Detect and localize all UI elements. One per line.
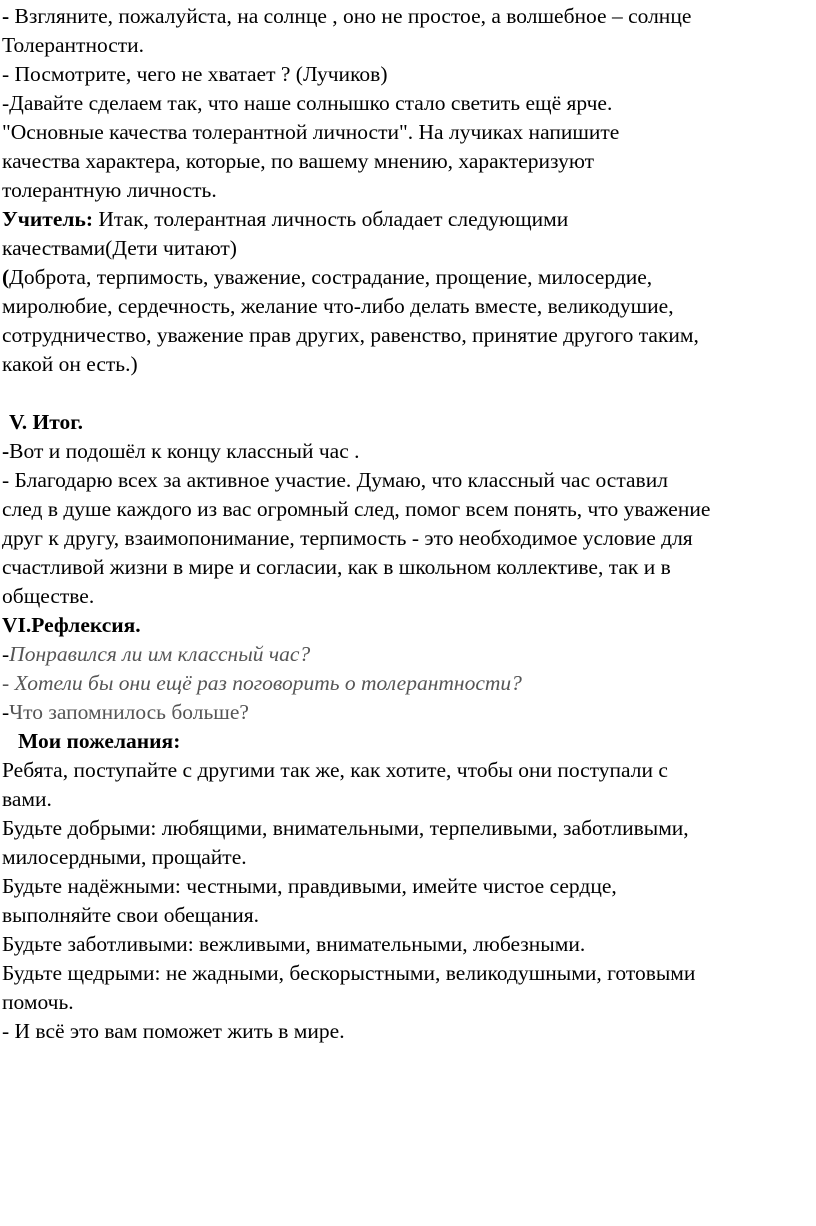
wishes-line-2: вами. — [2, 787, 52, 811]
reflection-question-3: -Что запомнилось больше? — [2, 700, 249, 724]
intro-line-7: толерантную личность. — [2, 178, 217, 202]
wishes-line-1: Ребята, поступайте с другими так же, как хотите, чтобы они поступали с — [2, 758, 668, 782]
summary-line-3: след в душе каждого из вас огромный след, помог всем понять, что уважение — [2, 497, 711, 521]
teacher-line-1: Учитель: Итак, толерантная личность обладает следующими — [2, 207, 569, 231]
summary-line-4: друг к другу, взаимопонимание, терпимость - это необходимое условие для — [2, 526, 693, 550]
intro-line-6: качества характера, которые, по вашему мнению, характеризуют — [2, 149, 595, 173]
summary-line-2: - Благодарю всех за активное участие. Думаю, что классный час оставил — [2, 468, 668, 492]
reflection-heading: VI.Рефлексия. — [2, 613, 141, 637]
summary-line-6: обществе. — [2, 584, 95, 608]
intro-line-2: Толерантности. — [2, 33, 145, 57]
wishes-line-10: - И всё это вам поможет жить в мире. — [2, 1019, 345, 1043]
wishes-heading: Мои пожелания: — [18, 729, 181, 753]
teacher-line-3: (Доброта, терпимость, уважение, сострадание, прощение, милосердие, — [2, 265, 653, 289]
reflection-question-1: -Понравился ли им классный час? — [2, 642, 311, 666]
summary-heading: V. Итог. — [9, 410, 83, 434]
teacher-line-4: миролюбие, сердечность, желание что-либо делать вместе, великодушие, — [2, 294, 674, 318]
intro-line-1: - Взгляните, пожалуйста, на солнце , оно не простое, а волшебное – солнце — [2, 4, 692, 28]
intro-line-3: - Посмотрите, чего не хватает ? (Лучиков) — [2, 62, 388, 86]
teacher-line-5: сотрудничество, уважение прав других, равенство, принятие другого таким, — [2, 323, 699, 347]
intro-line-4: -Давайте сделаем так, что наше солнышко стало светить ещё ярче. — [2, 91, 613, 115]
wishes-line-3: Будьте добрыми: любящими, внимательными, терпеливыми, заботливыми, — [2, 816, 689, 840]
wishes-line-8: Будьте щедрыми: не жадными, бескорыстными, великодушными, готовыми — [2, 961, 696, 985]
wishes-line-5: Будьте надёжными: честными, правдивыми, имейте чистое сердце, — [2, 874, 617, 898]
teacher-label: Учитель: — [2, 207, 93, 231]
intro-dash: - — [2, 4, 10, 28]
teacher-line-6: какой он есть.) — [2, 352, 138, 376]
reflection-question-2: - Хотели бы они ещё раз поговорить о толерантности? — [2, 671, 522, 695]
wishes-line-7: Будьте заботливыми: вежливыми, внимательными, любезными. — [2, 932, 586, 956]
wishes-line-4: милосердными, прощайте. — [2, 845, 247, 869]
wishes-line-9: помочь. — [2, 990, 74, 1014]
document-page — [2, 2, 814, 1046]
summary-line-5: счастливой жизни в мире и согласии, как в школьном коллективе, так и в — [2, 555, 671, 579]
teacher-line-2: качествами(Дети читают) — [2, 236, 237, 260]
spacer — [2, 379, 814, 408]
intro-line-5: "Основные качества толерантной личности". На лучиках напишите — [2, 120, 620, 144]
wishes-line-6: выполняйте свои обещания. — [2, 903, 260, 927]
summary-line-1: -Вот и подошёл к концу классный час . — [2, 439, 360, 463]
